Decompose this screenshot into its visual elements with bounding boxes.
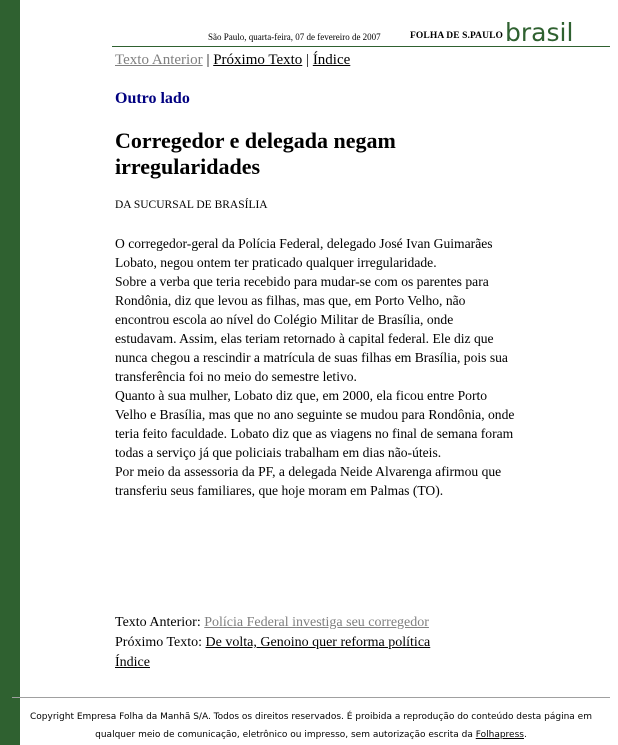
previous-text-prefix: Texto Anterior:: [115, 615, 201, 630]
top-navigation: [115, 52, 350, 69]
folha-brasil-logo[interactable]: [410, 18, 573, 47]
index-row: [115, 653, 430, 673]
page-header: [112, 18, 610, 47]
section-kicker: Outro lado: [115, 90, 190, 107]
copyright-line-1: Copyright Empresa Folha da Manhã S/A. Todos os direitos reservados. É proibida a reprodução do conteúdo desta página em: [30, 712, 592, 722]
article-byline: DA SUCURSAL DE BRASÍLIA: [115, 199, 268, 211]
left-green-bar: [0, 0, 20, 745]
copyright-line-2: [12, 726, 610, 744]
logo-brasil-text: brasil: [505, 18, 574, 47]
next-text-link[interactable]: Próximo Texto: [213, 52, 303, 68]
next-article-link[interactable]: De volta, Genoino quer reforma política: [205, 635, 431, 650]
previous-article-link[interactable]: Polícia Federal investiga seu corregedor: [204, 615, 429, 630]
footer-divider: [12, 697, 610, 698]
next-text-prefix: Próximo Texto:: [115, 635, 203, 650]
next-text-row: [115, 633, 430, 653]
folhapress-link[interactable]: Folhapress: [475, 730, 524, 740]
article-paragraph: O corregedor-geral da Polícia Federal, delegado José Ivan Guimarães Lobato, negou ontem ter praticado qualquer irregularidade.: [115, 236, 493, 270]
article-paragraph: Quanto à sua mulher, Lobato diz que, em 2000, ela ficou entre Porto Velho e Brasília, mas que no ano seguinte se mudou para Rondônia, onde teria feito faculdade. Lobato diz que as viagens no final de semana foram todas a serviço já que policiais trabalham em dias não-úteis.: [115, 388, 515, 460]
article-headline: Corregedor e delegada negam irregularidades: [115, 128, 396, 179]
previous-text-row: [115, 613, 430, 633]
logo-folha-text: FOLHA DE S.PAULO: [410, 31, 504, 41]
previous-text-link[interactable]: Texto Anterior: [115, 52, 203, 68]
copyright-line-2-text: qualquer meio de comunicação, eletrônico ou impresso, sem autorização escrita da: [95, 730, 473, 740]
bottom-navigation: [115, 613, 430, 673]
article-paragraph: Por meio da assessoria da PF, a delegada Neide Alvarenga afirmou que transferiu seus familiares, que hoje moram em Palmas (TO).: [115, 464, 502, 498]
nav-separator: |: [306, 52, 310, 68]
nav-separator: |: [206, 52, 210, 68]
article-paragraph: Sobre a verba que teria recebido para mudar-se com os parentes para Rondônia, diz que levou as filhas, mas que, em Porto Velho, não encontrou escola ao nível do Colégio Militar de Brasília, onde estudavam. Assim, elas teriam retornado à capital federal. Ele diz que nunca chegou a rescindir a matrícula de suas filhas em Brasília, pois sua transferência foi no meio do semestre letivo.: [115, 274, 508, 384]
footer-period: .: [523, 730, 527, 740]
bottom-index-link[interactable]: Índice: [115, 655, 150, 670]
article-body: [115, 234, 515, 500]
header-date: São Paulo, quarta-feira, 07 de fevereiro de 2007: [208, 32, 381, 42]
index-link[interactable]: Índice: [312, 52, 351, 68]
copyright-footer: [12, 708, 610, 744]
